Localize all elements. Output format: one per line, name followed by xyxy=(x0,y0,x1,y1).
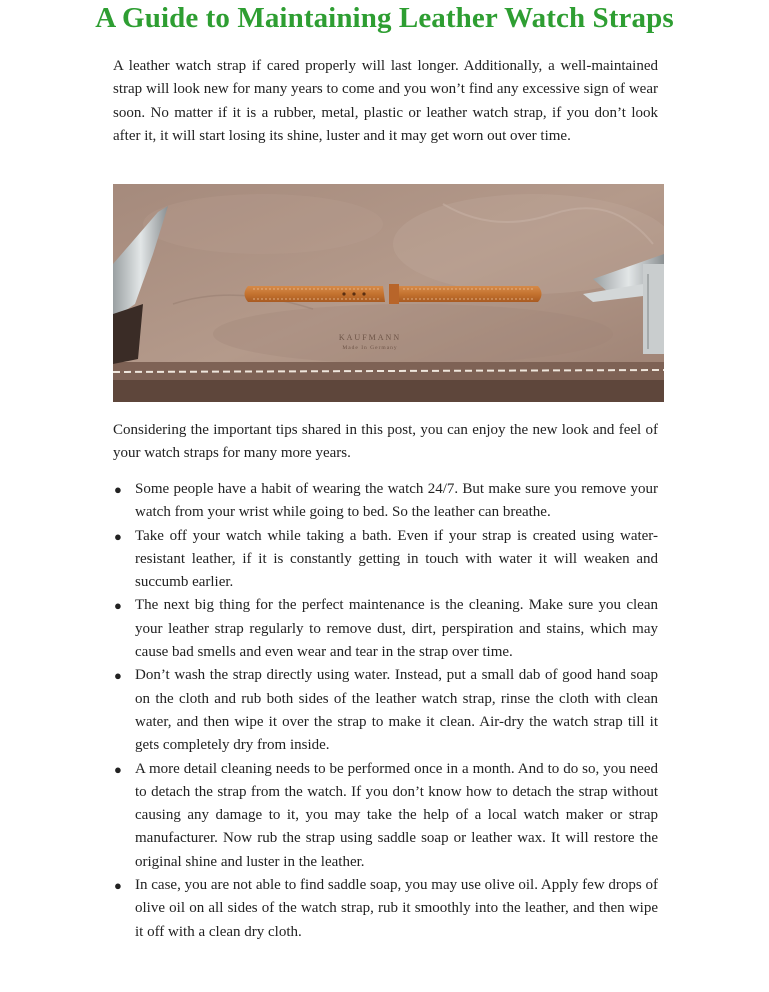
bullet-icon: ● xyxy=(114,668,122,684)
bullet-icon: ● xyxy=(114,598,122,614)
bullet-icon: ● xyxy=(114,878,122,894)
tip-text: The next big thing for the perfect maintenance is the cleaning. Make sure you clean your leather strap regularly to remove dust, dirt, perspiration and stains, which may cause bad smells and even wear and tear in the strap over time. xyxy=(135,597,658,661)
leather-strap-photo xyxy=(113,184,664,402)
tip-text: In case, you are not able to find saddle soap, you may use olive oil. Apply few drops of olive oil on all sides of the watch strap, rub it smoothly into the leather, and then wipe it off with a clean dry cloth. xyxy=(135,877,658,940)
list-item xyxy=(113,664,658,757)
photo-illustration xyxy=(113,184,664,402)
list-item xyxy=(113,525,658,595)
list-item xyxy=(113,478,658,525)
intro-paragraph: A leather watch strap if cared properly will last longer. Additionally, a well-maintained strap will look new for many years to come and you won’t find any excessive sign of wear soon. No matter if it is a rubber, metal, plastic or leather watch strap, if you don’t look after it, it will start losing its shine, luster and it may get worn out over time. xyxy=(113,58,658,144)
list-item xyxy=(113,594,658,664)
page-title: A Guide to Maintaining Leather Watch Straps xyxy=(95,2,674,34)
tip-text: Take off your watch while taking a bath. Even if your strap is created using water-resistant leather, if it is constantly getting in touch with water it will weaken and succumb earlier. xyxy=(135,527,658,591)
bullet-icon: ● xyxy=(114,482,122,497)
bullet-icon: ● xyxy=(114,761,122,777)
tip-text: A more detail cleaning needs to be performed once in a month. And to do so, you need to detach the strap from the watch. If you don’t know how to detach the strap without causing any damage to it, you may take the help of a local watch maker or strap manufacturer. Now rub the strap using saddle soap or leather wax. It will restore the original shine and luster in the leather. xyxy=(135,760,658,870)
brand-stamp: KAUFMANN xyxy=(338,333,402,342)
tips-list xyxy=(113,478,658,944)
list-item xyxy=(113,874,658,944)
tip-text: Don’t wash the strap directly using water. Instead, put a small dab of good hand soap on the cloth and rub both sides of the leather watch strap, rinse the cloth with clean water, and then wipe it over the strap to make it clean. Air-dry the watch strap till it gets completely dry from inside. xyxy=(135,667,658,754)
list-item xyxy=(113,758,658,874)
tip-text: Some people have a habit of wearing the watch 24/7. But make sure you remove your watch from your wrist while going to bed. So the leather can breathe. xyxy=(135,481,658,521)
considering-paragraph: Considering the important tips shared in this post, you can enjoy the new look and feel of your watch straps for many more years. xyxy=(113,422,658,462)
bullet-icon: ● xyxy=(114,528,122,544)
brand-subtitle: Made In Germany xyxy=(342,345,398,351)
